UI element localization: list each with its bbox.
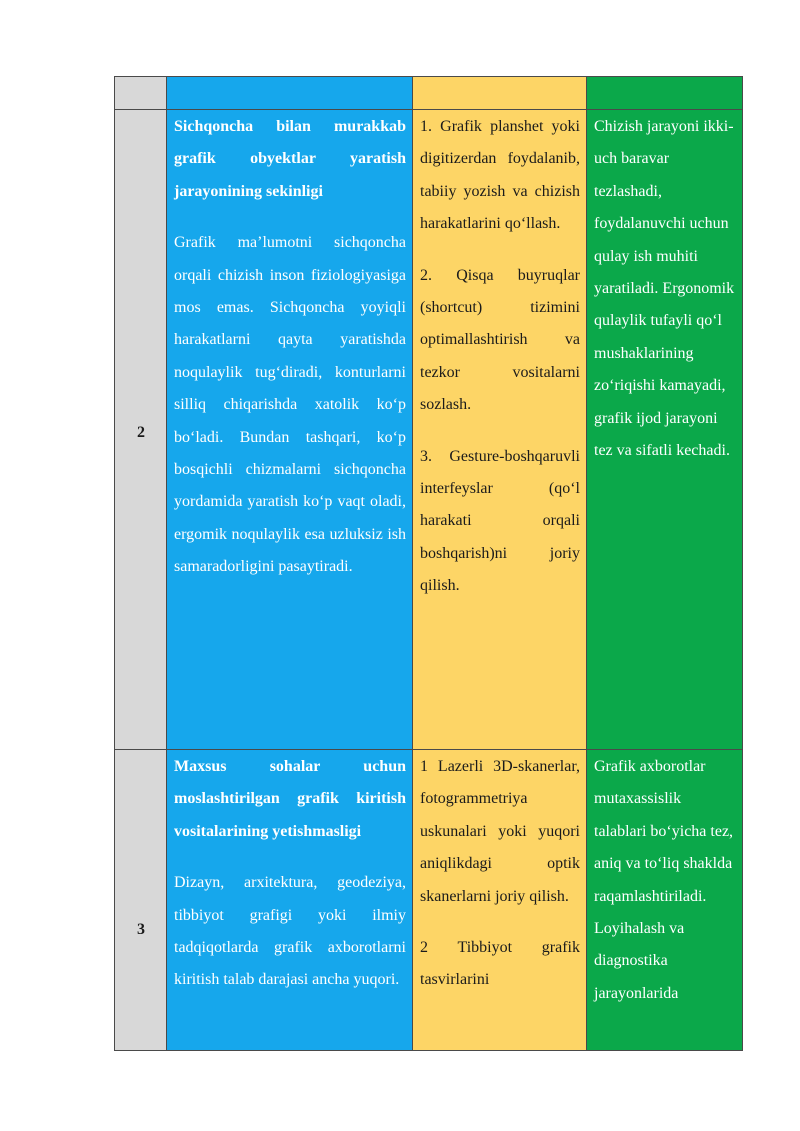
number-cell — [114, 749, 166, 1051]
row-number: 2 — [137, 424, 145, 441]
problem-title: Maxsus sohalar uchun moslashtirilgan grafik kiritish vositalarining yetishmasligi — [174, 758, 406, 840]
solution-cell — [412, 749, 586, 1051]
solutions-table — [114, 76, 743, 1051]
result-text: Chizish jarayoni ikki-uch baravar tezlashadi, foydalanuvchi uchun qulay ish muhiti yaratiladi. Ergonomik qulaylik tufayli qo‘l mushaklarining zo‘riqishi kamayadi, grafik ijod jarayoni tez va sifatli kechadi. — [594, 118, 735, 460]
solution-cell — [412, 109, 586, 749]
solution-item: 3. Gesture-boshqaruvli interfeyslar (qo‘l harakati orqali boshqarish)ni joriy qilish. — [420, 447, 580, 595]
problem-cell — [166, 109, 412, 749]
table-row — [114, 109, 743, 749]
problem-cell — [166, 76, 412, 109]
problem-text: Grafik ma’lumotni sichqoncha orqali chizish inson fiziologiyasiga mos emas. Sichqoncha yoyiqli harakatlarni qayta yaratishda noqulaylik tug‘diradi, konturlarni silliq chiqarishda xatolik ko‘p bo‘ladi. Bundan tashqari, ko‘p bosqichli chizmalarni sichqoncha yordamida yaratish ko‘p vaqt oladi, ergomik noqulaylik esa uzluksiz ish samaradorligini pasaytiradi. — [174, 234, 406, 576]
row-number: 3 — [137, 921, 145, 938]
problem-title: Sichqoncha bilan murakkab grafik obyektlar yaratish jarayonining sekinligi — [174, 118, 406, 200]
solution-item: 2 Tibbiyot grafik tasvirlarini — [420, 939, 580, 989]
problem-text: Dizayn, arxitektura, geodeziya, tibbiyot grafigi yoki ilmiy tadqiqotlarda grafik axborotlarni kiritish talab darajasi ancha yuqori. — [174, 874, 406, 989]
result-cell — [586, 76, 743, 109]
problem-cell — [166, 749, 412, 1051]
solution-item: 2. Qisqa buyruqlar (shortcut) tizimini optimallashtirish va tezkor vositalarni sozlash. — [420, 266, 580, 414]
table-row — [114, 749, 743, 1051]
number-cell — [114, 76, 166, 109]
result-text: Grafik axborotlar mutaxassislik talablari bo‘yicha tez, aniq va to‘liq shaklda raqamlashtiriladi. Loyihalash va diagnostika jarayonlarida — [594, 758, 734, 1002]
solution-cell — [412, 76, 586, 109]
result-cell — [586, 749, 743, 1051]
solution-item: 1 Lazerli 3D-skanerlar, fotogrammetriya uskunalari yoki yuqori aniqlikdagi optik skanerlarni joriy qilish. — [420, 758, 580, 905]
table-top-row — [114, 76, 743, 109]
number-cell — [114, 109, 166, 749]
result-cell — [586, 109, 743, 749]
solution-item: 1. Grafik planshet yoki digitizerdan foydalanib, tabiiy yozish va chizish harakatlarini qo‘llash. — [420, 118, 580, 233]
